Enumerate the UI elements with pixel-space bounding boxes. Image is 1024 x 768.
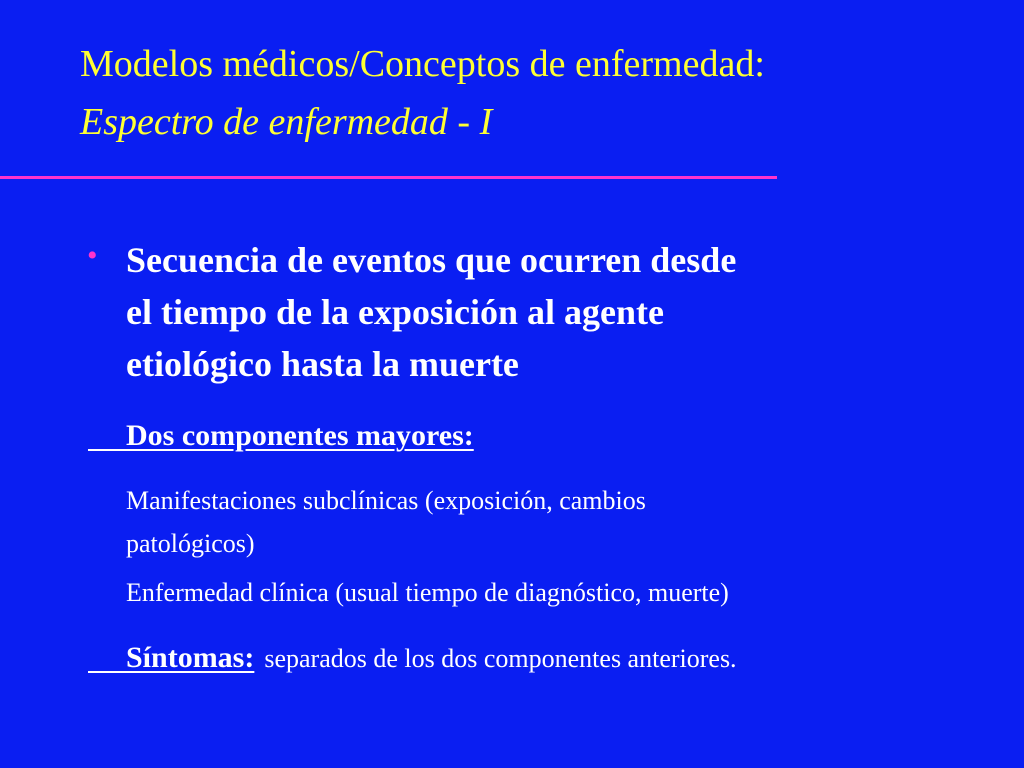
- title-divider: [0, 176, 777, 179]
- symptoms-row: [88, 640, 737, 677]
- underline-indent: [88, 641, 126, 673]
- bullet-line-1: Secuencia de eventos que ocurren desde: [126, 240, 737, 280]
- components-heading: Dos componentes mayores:: [126, 419, 474, 452]
- bullet-icon: •: [87, 239, 98, 272]
- slide-title: Modelos médicos/Conceptos de enfermedad:: [80, 43, 765, 85]
- bullet-line-2: el tiempo de la exposición al agente: [126, 292, 664, 332]
- underline-indent: [88, 419, 126, 451]
- symptoms-text: separados de los dos componentes anteriores.: [264, 644, 737, 673]
- bullet-text: [126, 234, 926, 390]
- component-subclinical-line-1: Manifestaciones subclínicas (exposición, cambios: [126, 486, 646, 515]
- bullet-line-3: etiológico hasta la muerte: [126, 344, 519, 384]
- component-subclinical-line-2: patológicos): [126, 529, 255, 558]
- component-clinical: Enfermedad clínica (usual tiempo de diagnóstico, muerte): [126, 578, 729, 607]
- symptoms-label: Síntomas:: [126, 641, 255, 674]
- slide-subtitle: Espectro de enfermedad - I: [80, 101, 493, 143]
- components-heading-row: [88, 418, 474, 454]
